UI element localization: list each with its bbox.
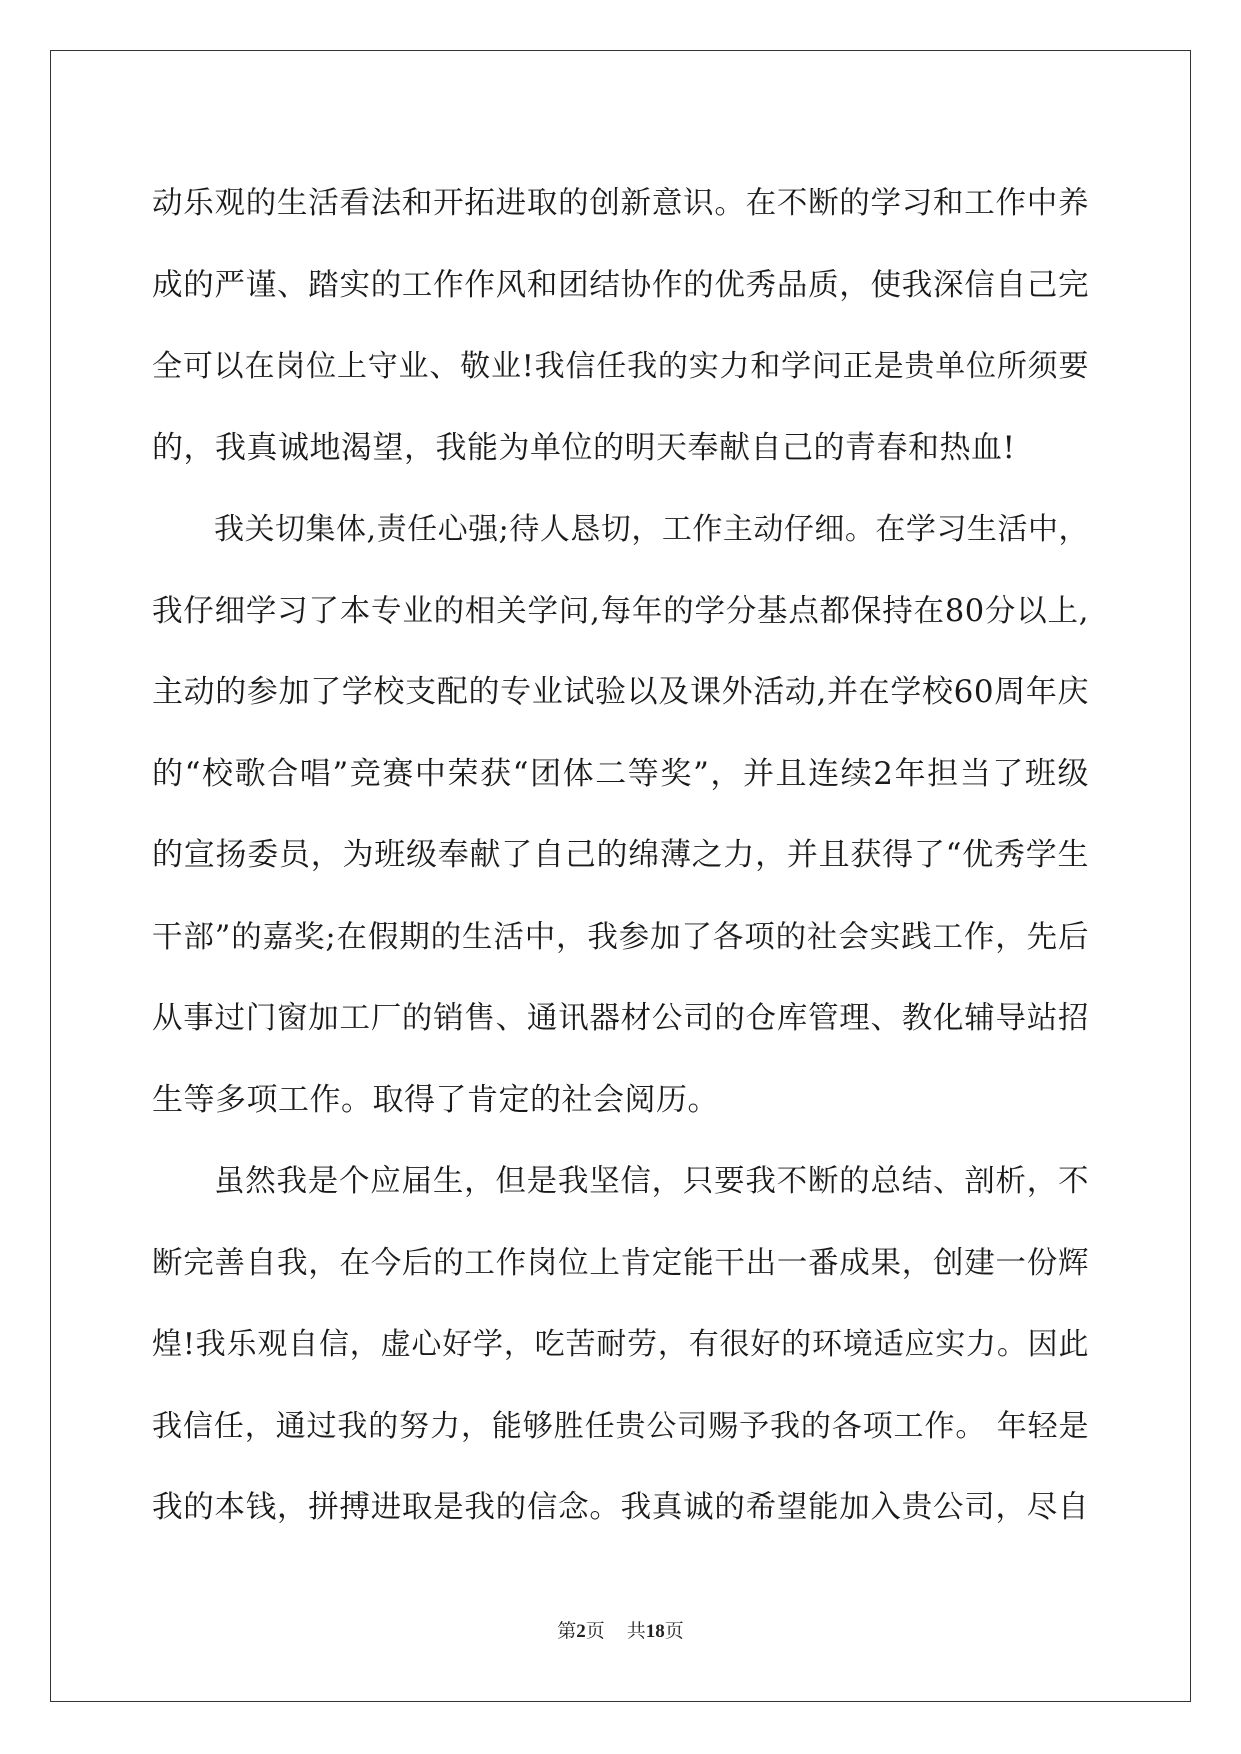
- total-suffix: 页: [664, 1620, 684, 1642]
- text-line: 动乐观的生活看法和开拓进取的创新意识。在不断的学习和工作中养: [152, 186, 1089, 221]
- text-line: 的“校歌合唱”竞赛中荣获“团体二等奖”，并且连续2年担当了班级: [152, 755, 1089, 792]
- page-suffix: 页: [585, 1620, 605, 1642]
- text-line: 成的严谨、踏实的工作作风和团结协作的优秀品质，使我深信自己完: [152, 267, 1089, 303]
- total-pages: 18: [645, 1621, 665, 1642]
- text-line: 我关切集体,责任心强;待人恳切，工作主动仔细。在学习生活中，: [214, 512, 1089, 547]
- text-line: 的，我真诚地渴望，我能为单位的明天奉献自己的青春和热血!: [152, 429, 1016, 466]
- paragraph-1: [152, 163, 1089, 489]
- text-line: 的宣扬委员，为班级奉献了自己的绵薄之力，并且获得了“优秀学生: [152, 837, 1089, 873]
- page-prefix: 第: [557, 1620, 577, 1642]
- document-body: [152, 163, 1089, 1549]
- text-line: 从事过门窗加工厂的销售、通讯器材公司的仓库管理、教化辅导站招: [152, 1001, 1089, 1036]
- text-line: 断完善自我，在今后的工作岗位上肯定能干出一番成果，创建一份辉: [152, 1245, 1089, 1281]
- text-line: 我信任，通过我的努力，能够胜任贵公司赐予我的各项工作。 年轻是: [152, 1408, 1089, 1444]
- text-line: 主动的参加了学校支配的专业试验以及课外活动,并在学校60周年庆: [152, 674, 1089, 710]
- page-footer: [0, 1616, 1241, 1643]
- paragraph-3: [152, 1141, 1089, 1549]
- text-line: 全可以在岗位上守业、敬业!我信任我的实力和学问正是贵单位所须要: [152, 349, 1089, 384]
- paragraph-2: [152, 489, 1089, 1141]
- total-prefix: 共: [626, 1620, 646, 1642]
- page-number: 2: [576, 1621, 586, 1642]
- text-line: 虽然我是个应届生，但是我坚信，只要我不断的总结、剖析，不: [214, 1164, 1089, 1199]
- text-line: 我仔细学习了本专业的相关学问,每年的学分基点都保持在80分以上,: [152, 593, 1089, 629]
- text-line: 干部”的嘉奖;在假期的生活中，我参加了各项的社会实践工作，先后: [152, 919, 1089, 955]
- text-line: 生等多项工作。取得了肯定的社会阅历。: [152, 1081, 719, 1118]
- text-line: 我的本钱，拼搏进取是我的信念。我真诚的希望能加入贵公司，尽自: [152, 1490, 1089, 1525]
- text-line: 煌!我乐观自信，虚心好学，吃苦耐劳，有很好的环境适应实力。因此: [152, 1327, 1089, 1362]
